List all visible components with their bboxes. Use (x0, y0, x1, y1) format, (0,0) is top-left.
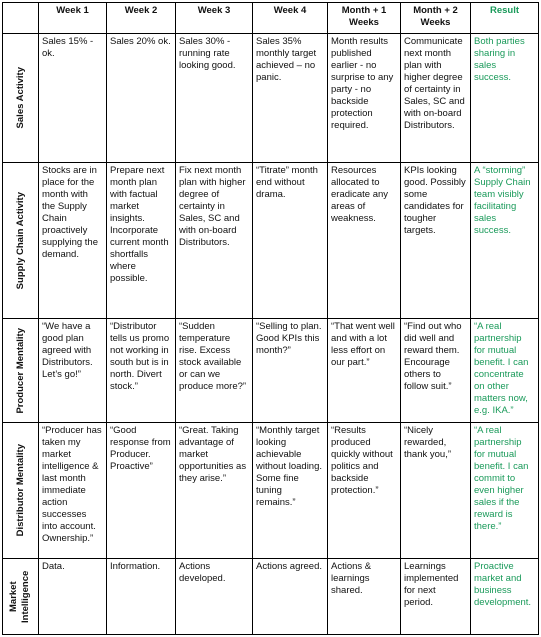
cell-week-2: Sales 20% ok. (107, 34, 176, 163)
row-producer-mentality (3, 319, 539, 423)
cell-month-plus-2: Communicate next month plan with higher degree of certainty in Sales, SC and with on-board Distributors. (401, 34, 471, 163)
cell-week-1: “Producer has taken my market intelligence & last month immediate action successes into account. Ownership.” (39, 423, 107, 559)
column-header-week-3: Week 3 (176, 3, 253, 34)
corner-cell (3, 3, 39, 34)
row-header-cell (3, 423, 39, 559)
cell-week-1: Stocks are in place for the month with the Supply Chain proactively supplying the demand. (39, 163, 107, 319)
cell-result: “A real partnership for mutual benefit. I can commit to even higher sales if the reward is there.” (471, 423, 539, 559)
cell-week-4: Actions agreed. (253, 559, 328, 635)
row-supply-chain-activity (3, 163, 539, 319)
cell-month-plus-2: Learnings implemented for next period. (401, 559, 471, 635)
row-header-cell (3, 34, 39, 163)
row-label-distributor-mentality: Distributor Mentality (14, 444, 26, 537)
cell-week-3: Sales 30% - running rate looking good. (176, 34, 253, 163)
cell-result: A “storming” Supply Chain team visibly facilitating sales success. (471, 163, 539, 319)
column-header-week-4: Week 4 (253, 3, 328, 34)
cell-week-3: Actions developed. (176, 559, 253, 635)
cell-month-plus-1: Resources allocated to eradicate any areas of weakness. (328, 163, 401, 319)
cell-result: Proactive market and business development. (471, 559, 539, 635)
cell-week-2: “Distributor tells us promo not working in south but is in north. Divert stock.” (107, 319, 176, 423)
cell-week-3: Fix next month plan with higher degree of certainty in Sales, SC and with on-board Distributors. (176, 163, 253, 319)
cell-month-plus-2: “Find out who did well and reward them. Encourage others to follow suit.” (401, 319, 471, 423)
row-market-intelligence (3, 559, 539, 635)
cell-week-3: “Sudden temperature rise. Excess stock available or can we produce more?” (176, 319, 253, 423)
cell-week-3: “Great. Taking advantage of market opportunities as they arise.” (176, 423, 253, 559)
activity-matrix-table (2, 2, 539, 635)
row-header-cell (3, 163, 39, 319)
row-sales-activity (3, 34, 539, 163)
row-distributor-mentality (3, 423, 539, 559)
column-header-result: Result (471, 3, 539, 34)
cell-week-1: Data. (39, 559, 107, 635)
cell-week-2: Prepare next month plan with factual market insights. Incorporate current month shortfalls where possible. (107, 163, 176, 319)
column-header-month-plus-2: Month + 2 Weeks (401, 3, 471, 34)
cell-month-plus-2: KPIs looking good. Possibly some candidates for tougher targets. (401, 163, 471, 319)
matrix-container (2, 2, 539, 635)
cell-week-4: Sales 35% monthly target achieved – no panic. (253, 34, 328, 163)
cell-month-plus-2: “Nicely rewarded, thank you,” (401, 423, 471, 559)
cell-month-plus-1: “That went well and with a lot less effort on our part.” (328, 319, 401, 423)
header-row (3, 3, 539, 34)
column-header-month-plus-1: Month + 1 Weeks (328, 3, 401, 34)
row-label-supply-chain-activity: Supply Chain Activity (14, 191, 26, 290)
cell-week-1: “We have a good plan agreed with Distributors. Let’s go!” (39, 319, 107, 423)
cell-week-1: Sales 15% - ok. (39, 34, 107, 163)
cell-week-4: “Selling to plan. Good KPIs this month?” (253, 319, 328, 423)
column-header-week-2: Week 2 (107, 3, 176, 34)
row-label-market-intelligence: Market Intelligence (7, 570, 31, 623)
row-header-cell (3, 559, 39, 635)
cell-result: Both parties sharing in sales success. (471, 34, 539, 163)
row-label-producer-mentality: Producer Mentality (14, 327, 26, 414)
cell-week-2: “Good response from Producer. Proactive” (107, 423, 176, 559)
cell-month-plus-1: Actions & learnings shared. (328, 559, 401, 635)
cell-week-2: Information. (107, 559, 176, 635)
column-header-week-1: Week 1 (39, 3, 107, 34)
cell-result: “A real partnership for mutual benefit. I can concentrate on other matters now, e.g. IKA.” (471, 319, 539, 423)
cell-month-plus-1: Month results published earlier - no surprise to any party - no backside protection required. (328, 34, 401, 163)
cell-month-plus-1: “Results produced quickly without politics and backside protection.” (328, 423, 401, 559)
cell-week-4: “Monthly target looking achievable without loading. Some fine tuning remains.” (253, 423, 328, 559)
row-label-sales-activity: Sales Activity (14, 67, 26, 129)
cell-week-4: “Titrate” month end without drama. (253, 163, 328, 319)
row-header-cell (3, 319, 39, 423)
